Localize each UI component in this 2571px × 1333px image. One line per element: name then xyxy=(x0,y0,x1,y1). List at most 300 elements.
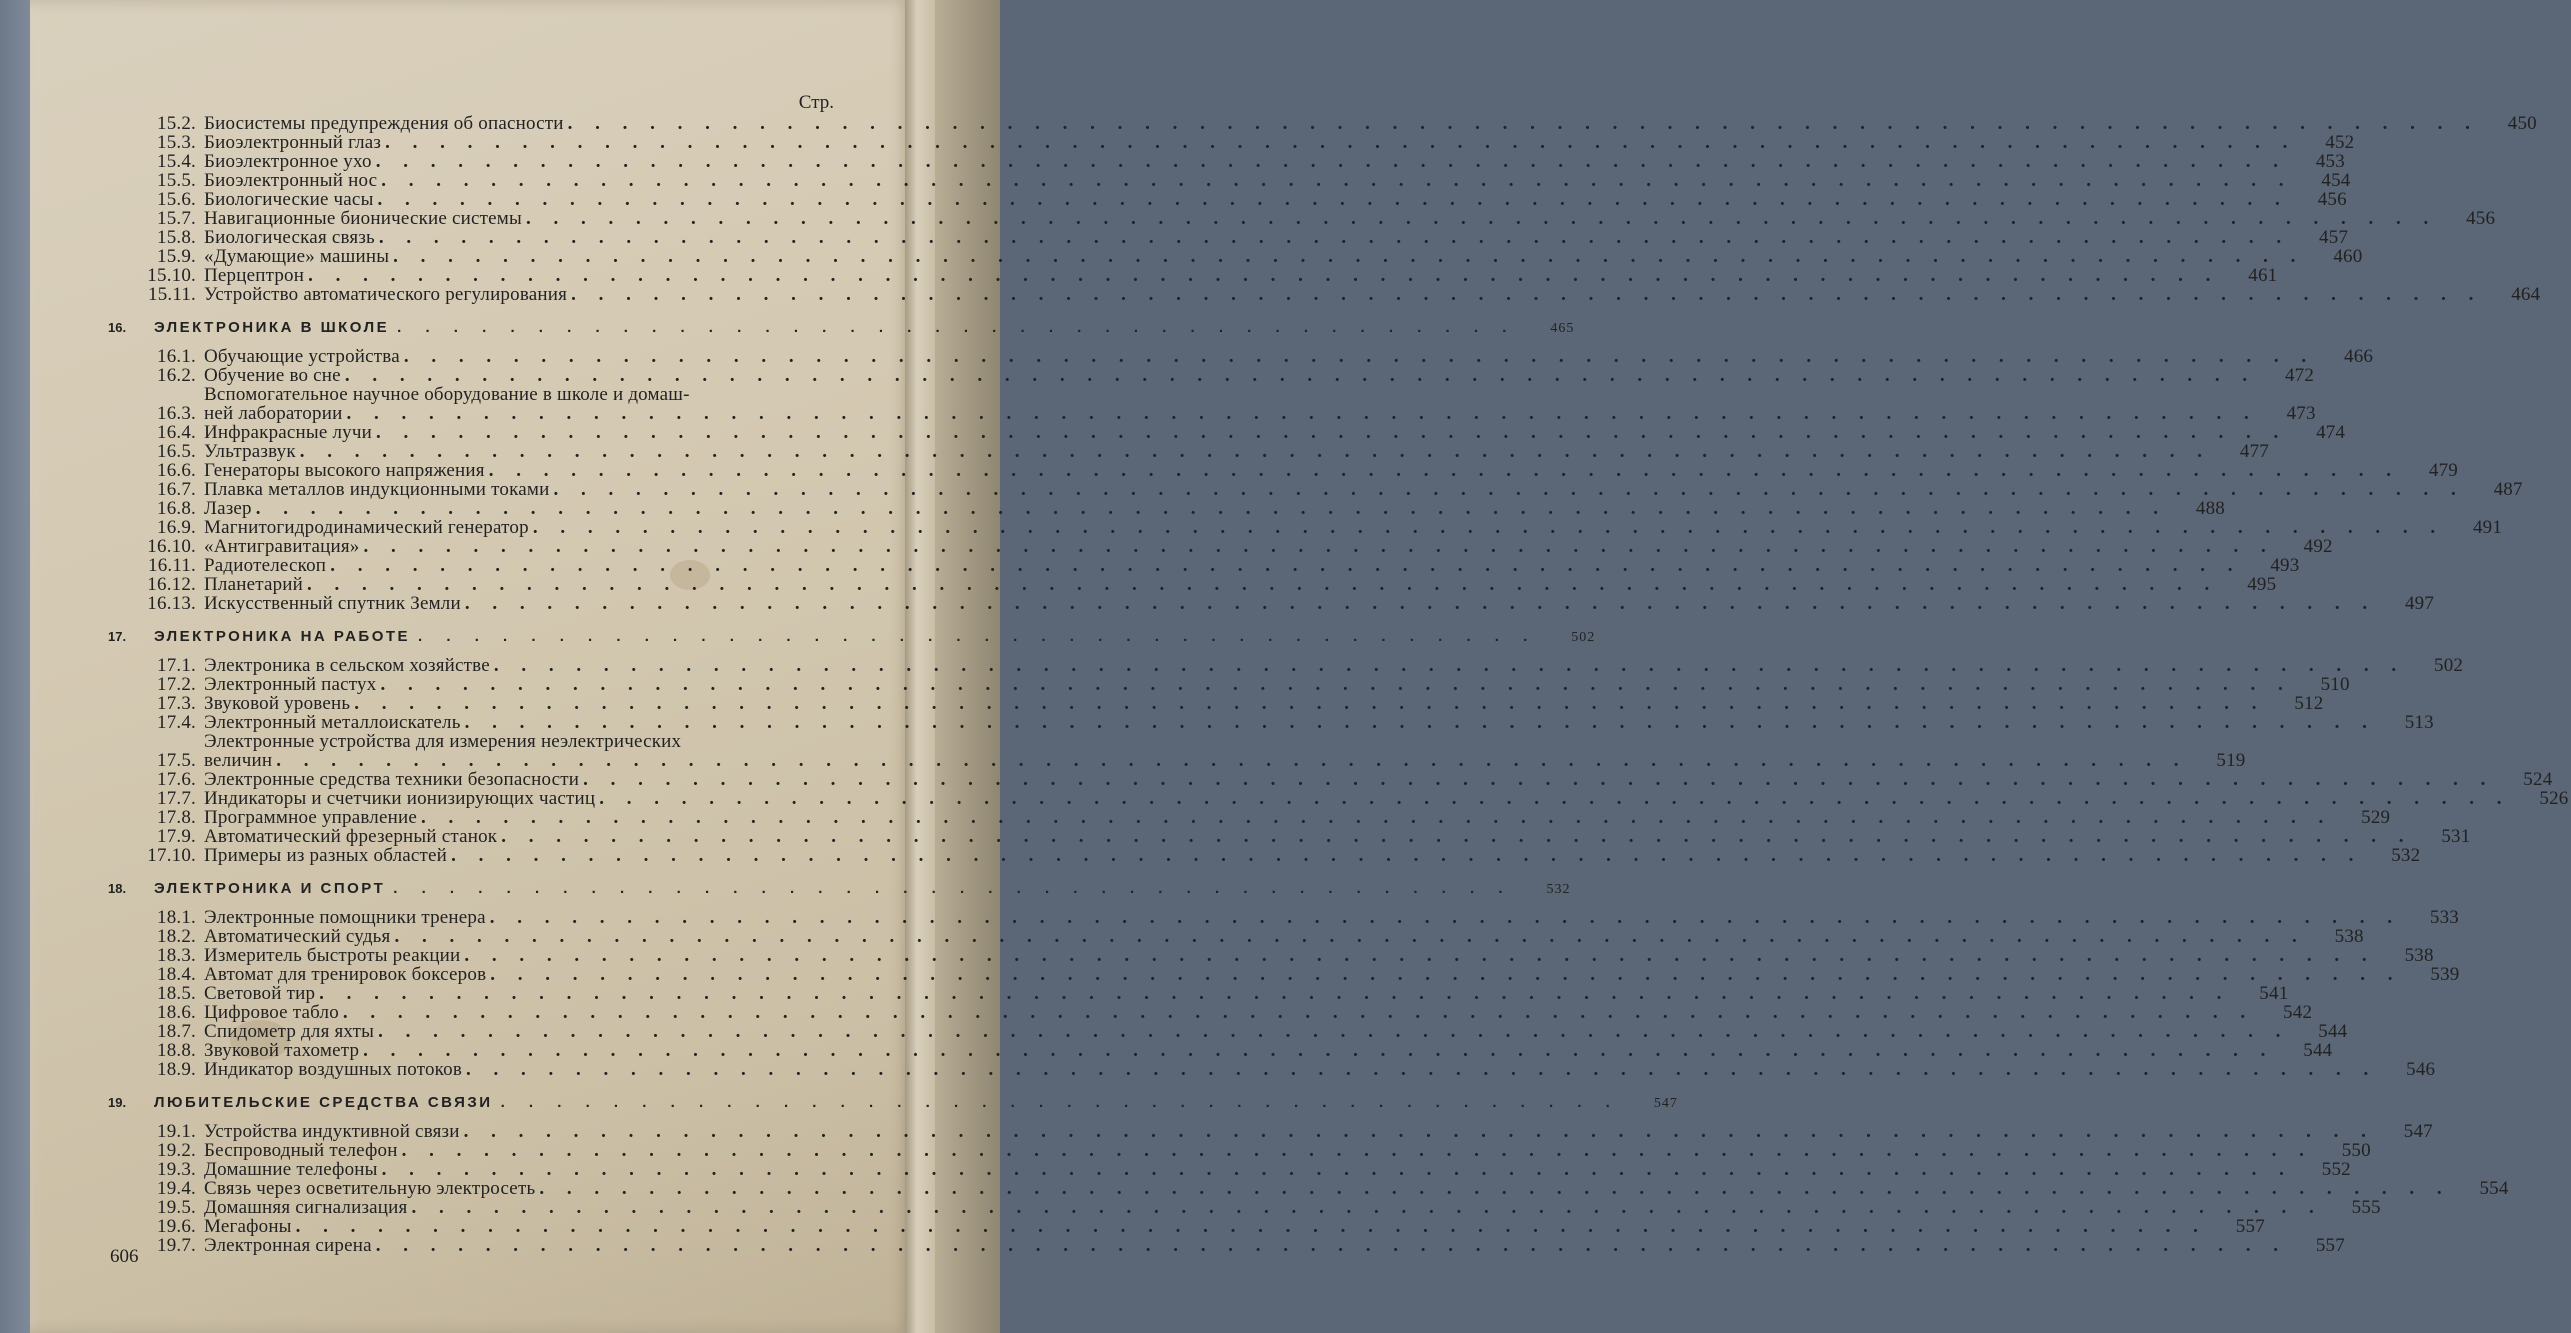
dot-leader xyxy=(568,114,2479,133)
entry-title: Связь через осветительную электросеть xyxy=(204,1178,536,1199)
toc-entry[interactable] xyxy=(108,1002,2313,1023)
chapter-heading[interactable] xyxy=(108,880,1571,899)
entry-title: Инфракрасные лучи xyxy=(204,422,372,443)
toc-entry[interactable] xyxy=(108,536,2333,557)
entry-title-wrap xyxy=(204,656,2405,675)
entry-title-wrap xyxy=(204,480,2465,499)
chapter-title: ЭЛЕКТРОНИКА НА РАБОТЕ xyxy=(154,628,411,645)
dot-leader xyxy=(583,770,2494,789)
toc-entry[interactable] xyxy=(108,655,2464,676)
entry-number: 19.4. xyxy=(157,1178,196,1199)
entry-page: 538 xyxy=(2404,945,2434,966)
toc-entry[interactable] xyxy=(108,945,2434,966)
entry-number: 18.8. xyxy=(157,1040,196,1061)
entry-title-wrap xyxy=(204,732,2187,770)
entry-page: 510 xyxy=(2320,674,2350,695)
entry-title-wrap xyxy=(204,1003,2254,1022)
entry-title-wrap xyxy=(204,442,2211,461)
toc-entry[interactable] xyxy=(108,384,2316,424)
dot-leader xyxy=(381,171,2292,190)
entry-page: 538 xyxy=(2334,926,2364,947)
chapter-number: 19. xyxy=(108,1095,127,1110)
entry-number: 15.4. xyxy=(157,151,196,172)
entry-number: 16.3. xyxy=(157,403,196,424)
entry-page: 461 xyxy=(2248,265,2278,286)
toc-entry[interactable] xyxy=(108,1235,2345,1256)
entry-title: Биологические часы xyxy=(204,189,374,210)
toc-entry[interactable] xyxy=(108,788,2569,809)
dot-leader xyxy=(421,808,2332,827)
entry-page: 531 xyxy=(2441,826,2471,847)
chapter-page: 502 xyxy=(1571,630,1596,645)
toc-entry[interactable] xyxy=(108,189,2347,210)
entry-title-wrap xyxy=(204,114,2479,133)
entry-page: 554 xyxy=(2479,1178,2509,1199)
entry-page: 464 xyxy=(2511,284,2541,305)
entry-number: 18.7. xyxy=(157,1021,196,1042)
entry-number: 18.6. xyxy=(157,1002,196,1023)
toc-entry[interactable] xyxy=(108,227,2349,248)
entry-title-wrap xyxy=(204,556,2241,575)
entry-title-wrap xyxy=(204,247,2304,266)
chapter-page: 532 xyxy=(1546,882,1571,897)
table-of-contents xyxy=(108,92,2569,1256)
entry-title-line2: величин xyxy=(204,750,273,771)
entry-title: Биоэлектронное ухо xyxy=(204,151,372,172)
entry-page: 497 xyxy=(2404,593,2435,614)
entry-title: «Думающие» машины xyxy=(204,246,390,267)
toc-entry[interactable] xyxy=(108,1178,2509,1199)
dot-leader xyxy=(345,366,2256,385)
dot-leader xyxy=(397,319,1516,336)
entry-title-wrap xyxy=(204,133,2296,152)
entry-page: 526 xyxy=(2539,788,2569,809)
toc-entry[interactable] xyxy=(108,441,2270,462)
entry-number: 16.2. xyxy=(157,365,196,386)
toc-entry[interactable] xyxy=(108,422,2346,443)
entry-title-wrap xyxy=(204,423,2287,442)
entry-title-wrap xyxy=(204,965,2402,984)
dot-leader xyxy=(501,1094,1620,1111)
entry-number: 15.11. xyxy=(148,284,196,305)
toc-entry[interactable] xyxy=(108,1040,2333,1061)
entry-title: Домашняя сигнализация xyxy=(204,1197,408,1218)
entry-title-wrap xyxy=(204,1041,2274,1060)
entry-title: Электронный металлоискатель xyxy=(204,712,461,733)
toc-entry[interactable] xyxy=(108,574,2277,595)
chapter-number: 18. xyxy=(108,881,127,896)
entry-title: Индикатор воздушных потоков xyxy=(204,1059,463,1080)
entry-title: Вспомогательное научное оборудование в школе и домаш- xyxy=(204,384,690,405)
toc-entry[interactable] xyxy=(108,246,2363,267)
toc-entry[interactable] xyxy=(108,712,2434,733)
toc-entry[interactable] xyxy=(108,907,2460,928)
entry-number: 15.7. xyxy=(157,208,196,229)
entry-page: 493 xyxy=(2270,555,2300,576)
dot-leader xyxy=(465,594,2376,613)
entry-title-wrap xyxy=(204,461,2400,480)
entry-title: Биосистемы предупреждения об опасности xyxy=(204,113,564,134)
chapter-page: 547 xyxy=(1653,1096,1678,1111)
entry-page: 460 xyxy=(2333,246,2363,267)
entry-title: Навигационные бионические системы xyxy=(204,208,522,229)
entry-title-wrap xyxy=(204,152,2287,171)
toc-entry[interactable] xyxy=(108,593,2435,614)
entry-title-wrap xyxy=(204,537,2275,556)
entry-title-wrap xyxy=(204,366,2256,385)
entry-title: Биологическая связь xyxy=(204,227,375,248)
dot-leader xyxy=(256,499,2167,518)
chapter-heading[interactable] xyxy=(108,319,1575,338)
toc-entry[interactable] xyxy=(108,460,2458,481)
dot-leader xyxy=(494,656,2405,675)
toc-entry[interactable] xyxy=(108,1059,2436,1080)
dot-leader xyxy=(346,404,2257,423)
entry-number: 15.3. xyxy=(157,132,196,153)
entry-number: 15.10. xyxy=(147,265,196,286)
entry-number: 17.1. xyxy=(157,655,196,676)
entry-page: 542 xyxy=(2283,1002,2313,1023)
toc-entry[interactable] xyxy=(108,1197,2381,1218)
entry-title-wrap xyxy=(204,518,2444,537)
entry-page: 479 xyxy=(2428,460,2458,481)
entry-number: 16.1. xyxy=(157,346,196,367)
entry-page: 529 xyxy=(2361,807,2391,828)
entry-number: 17.10. xyxy=(147,845,196,866)
entry-number: 17.8. xyxy=(157,807,196,828)
toc-entry[interactable] xyxy=(108,170,2351,191)
dot-leader xyxy=(599,789,2510,808)
entry-title: Спидометр для яхты xyxy=(204,1021,375,1042)
entry-number: 15.2. xyxy=(157,113,196,134)
chapter-title: ЭЛЕКТРОНИКА В ШКОЛЕ xyxy=(154,319,390,336)
toc-entry[interactable] xyxy=(108,346,2374,367)
entry-title-wrap xyxy=(204,209,2437,228)
entry-number: 17.3. xyxy=(157,693,196,714)
entry-page: 502 xyxy=(2434,655,2464,676)
entry-title: Электронные устройства для измерения неэлектрических xyxy=(204,731,682,752)
entry-page: 512 xyxy=(2294,693,2324,714)
entry-title: Плавка металлов индукционными токами xyxy=(204,479,550,500)
entry-page: 472 xyxy=(2284,365,2315,386)
entry-title: Искусственный спутник Земли xyxy=(204,593,461,614)
entry-title-wrap xyxy=(204,1060,2377,1079)
toc-entry[interactable] xyxy=(108,113,2537,134)
entry-title: Биоэлектронный глаз xyxy=(204,132,382,153)
entry-title-wrap xyxy=(204,770,2494,789)
entry-title-wrap xyxy=(204,713,2376,732)
entry-page: 557 xyxy=(2315,1235,2345,1256)
entry-title: Электронные средства техники безопасности xyxy=(204,769,580,790)
entry-number: 17.7. xyxy=(157,788,196,809)
toc-entry[interactable] xyxy=(108,1021,2348,1042)
dot-leader xyxy=(393,247,2304,266)
entry-title-wrap xyxy=(204,1179,2451,1198)
toc-entry[interactable] xyxy=(108,284,2541,305)
dot-leader xyxy=(296,1217,2207,1236)
dot-leader xyxy=(300,442,2211,461)
entry-title: Измеритель быстроты реакции xyxy=(204,945,461,966)
dot-leader xyxy=(363,537,2274,556)
entry-number: 17.4. xyxy=(157,712,196,733)
entry-number: 16.11. xyxy=(148,555,196,576)
entry-page: 544 xyxy=(2303,1040,2333,1061)
dot-leader xyxy=(464,1122,2375,1141)
entry-title: «Антигравитация» xyxy=(204,536,360,557)
entry-title-line2: ней лаборатории xyxy=(204,403,343,424)
entry-title: Радиотелескоп xyxy=(204,555,327,576)
dot-leader xyxy=(319,984,2230,1003)
entry-title: Ультразвук xyxy=(204,441,296,462)
entry-number: 16.9. xyxy=(157,517,196,538)
entry-page: 473 xyxy=(2286,403,2316,424)
entry-title: Перцептрон xyxy=(204,265,305,286)
entry-number: 16.7. xyxy=(157,479,196,500)
entry-number: 18.4. xyxy=(157,964,196,985)
entry-page: 492 xyxy=(2303,536,2333,557)
dot-leader xyxy=(418,628,1537,645)
entry-page: 552 xyxy=(2321,1159,2351,1180)
toc-entry[interactable] xyxy=(108,1216,2265,1237)
dot-leader xyxy=(489,461,2400,480)
entry-number: 16.13. xyxy=(147,593,196,614)
dot-leader xyxy=(539,1179,2450,1198)
entry-page: 453 xyxy=(2315,151,2345,172)
dot-leader xyxy=(378,190,2289,209)
entry-number: 16.8. xyxy=(157,498,196,519)
entry-number: 18.3. xyxy=(157,945,196,966)
toc-entry[interactable] xyxy=(108,151,2345,172)
entry-title-wrap xyxy=(204,675,2292,694)
entry-number: 19.2. xyxy=(157,1140,196,1161)
dot-leader xyxy=(376,152,2287,171)
dot-leader xyxy=(526,209,2437,228)
entry-title-continued xyxy=(204,751,2187,770)
dot-leader xyxy=(308,266,2219,285)
dot-leader xyxy=(490,965,2401,984)
entry-title-wrap xyxy=(204,594,2376,613)
entry-page: 547 xyxy=(2403,1121,2433,1142)
toc-entry[interactable] xyxy=(108,1121,2433,1142)
entry-title-wrap xyxy=(204,228,2290,247)
entry-title: Цифровое табло xyxy=(204,1002,339,1023)
dot-leader xyxy=(395,927,2306,946)
entry-number: 19.5. xyxy=(157,1197,196,1218)
toc-entry[interactable] xyxy=(108,845,2421,866)
entry-title-wrap xyxy=(204,285,2482,304)
entry-page: 539 xyxy=(2430,964,2460,985)
entry-number: 18.2. xyxy=(157,926,196,947)
entry-number: 16.4. xyxy=(157,422,196,443)
entry-number: 18.9. xyxy=(157,1059,196,1080)
entry-title-wrap xyxy=(204,266,2219,285)
entry-page: 456 xyxy=(2317,189,2347,210)
toc-entry[interactable] xyxy=(108,1159,2351,1180)
entry-page: 513 xyxy=(2404,712,2434,733)
dot-leader xyxy=(343,1003,2254,1022)
dot-leader xyxy=(363,1041,2274,1060)
toc-entry[interactable] xyxy=(108,926,2364,947)
entry-title-wrap xyxy=(204,1122,2375,1141)
chapter-number: 16. xyxy=(108,320,127,335)
entry-number: 19.7. xyxy=(157,1235,196,1256)
dot-leader xyxy=(276,751,2187,770)
dot-leader xyxy=(571,285,2482,304)
entry-page: 546 xyxy=(2406,1059,2436,1080)
entry-title: Обучающие устройства xyxy=(204,346,400,367)
entry-page: 474 xyxy=(2316,422,2346,443)
entry-number: 17.5. xyxy=(157,750,196,771)
entry-title: Лазер xyxy=(204,498,252,519)
chapter-number: 17. xyxy=(108,629,127,644)
entry-title-continued xyxy=(204,404,2258,423)
dot-leader xyxy=(451,846,2362,865)
entry-title-wrap xyxy=(204,694,2265,713)
entry-title-wrap xyxy=(204,984,2230,1003)
dot-leader xyxy=(501,827,2412,846)
entry-page: 491 xyxy=(2472,517,2503,538)
entry-title: Беспроводный телефон xyxy=(204,1140,398,1161)
toc-entry[interactable] xyxy=(108,731,2246,771)
entry-title-wrap xyxy=(204,1236,2287,1255)
entry-title: Звуковой тахометр xyxy=(204,1040,360,1061)
entry-number: 18.5. xyxy=(157,983,196,1004)
entry-title: Примеры из разных областей xyxy=(204,845,448,866)
entry-number: 19.1. xyxy=(157,1121,196,1142)
dot-leader xyxy=(380,675,2291,694)
toc-entry[interactable] xyxy=(108,498,2226,519)
dot-leader xyxy=(464,946,2375,965)
entry-number: 19.3. xyxy=(157,1159,196,1180)
dot-leader xyxy=(382,1160,2293,1179)
entry-title: Автоматический судья xyxy=(204,926,391,947)
toc-entry[interactable] xyxy=(108,769,2553,790)
toc-entry[interactable] xyxy=(108,555,2300,576)
entry-page: 456 xyxy=(2466,208,2496,229)
entry-number: 16.12. xyxy=(147,574,196,595)
entry-title-wrap xyxy=(204,499,2167,518)
entry-title: Электронные помощники тренера xyxy=(204,907,486,928)
entry-title-wrap xyxy=(204,827,2412,846)
toc-entry[interactable] xyxy=(108,132,2355,153)
entry-title: Планетарий xyxy=(204,574,304,595)
toc-body xyxy=(108,113,2569,1256)
entry-number: 16.10. xyxy=(147,536,196,557)
dot-leader xyxy=(404,347,2315,366)
chapter-heading[interactable] xyxy=(108,1094,1678,1113)
dot-leader xyxy=(379,228,2290,247)
chapter-page: 465 xyxy=(1550,321,1575,336)
chapter-title: ЛЮБИТЕЛЬСКИЕ СРЕДСТВА СВЯЗИ xyxy=(154,1094,493,1111)
dot-leader xyxy=(490,908,2401,927)
entry-title: Мегафоны xyxy=(204,1216,292,1237)
toc-entry[interactable] xyxy=(108,983,2289,1004)
dot-leader xyxy=(385,133,2296,152)
dot-leader xyxy=(393,880,1512,897)
dot-leader xyxy=(378,1022,2289,1041)
entry-page: 532 xyxy=(2391,845,2421,866)
dot-leader xyxy=(330,556,2241,575)
dot-leader xyxy=(553,480,2464,499)
toc-entry[interactable] xyxy=(108,208,2496,229)
entry-number: 15.5. xyxy=(157,170,196,191)
entry-title-wrap xyxy=(204,1141,2313,1160)
dot-leader xyxy=(465,713,2376,732)
entry-title: Электронная сирена xyxy=(204,1235,372,1256)
entry-title-wrap xyxy=(204,1022,2289,1041)
toc-entry[interactable] xyxy=(108,1140,2371,1161)
page-column-header: Стр. xyxy=(798,92,834,113)
entry-page: 495 xyxy=(2247,574,2277,595)
entry-title: Обучение во сне xyxy=(204,365,341,386)
entry-page: 457 xyxy=(2319,227,2349,248)
chapter-title: ЭЛЕКТРОНИКА И СПОРТ xyxy=(154,880,386,897)
entry-page: 555 xyxy=(2351,1197,2381,1218)
entry-title: Автомат для тренировок боксеров xyxy=(204,964,487,985)
toc-entry[interactable] xyxy=(108,674,2350,695)
toc-entry[interactable] xyxy=(108,826,2471,847)
entry-page: 466 xyxy=(2344,346,2374,367)
entry-number: 15.6. xyxy=(157,189,196,210)
entry-number: 17.2. xyxy=(157,674,196,695)
entry-title-wrap xyxy=(204,1217,2207,1236)
dot-leader xyxy=(307,575,2218,594)
entry-page: 533 xyxy=(2429,907,2460,928)
entry-page: 477 xyxy=(2239,441,2270,462)
entry-title-wrap xyxy=(204,789,2511,808)
dot-leader xyxy=(376,423,2287,442)
entry-page: 557 xyxy=(2235,1216,2265,1237)
entry-title-wrap xyxy=(204,1198,2323,1217)
entry-number: 19.6. xyxy=(157,1216,196,1237)
dot-leader xyxy=(466,1060,2377,1079)
entry-number: 15.9. xyxy=(157,246,196,267)
entry-title: Световой тир xyxy=(204,983,316,1004)
entry-number: 17.6. xyxy=(157,769,196,790)
toc-entry[interactable] xyxy=(108,479,2523,500)
entry-number: 16.5. xyxy=(157,441,196,462)
entry-page: 454 xyxy=(2321,170,2351,191)
toc-entry[interactable] xyxy=(108,265,2278,286)
toc-entry[interactable] xyxy=(108,693,2324,714)
entry-title-wrap xyxy=(204,575,2218,594)
page-number: 606 xyxy=(110,1246,139,1267)
entry-title: Автоматический фрезерный станок xyxy=(204,826,498,847)
entry-page: 519 xyxy=(2216,750,2246,771)
entry-page: 550 xyxy=(2341,1140,2371,1161)
entry-title: Звуковой уровень xyxy=(204,693,351,714)
entry-page: 487 xyxy=(2493,479,2523,500)
entry-number: 18.1. xyxy=(157,907,196,928)
entry-title: Генераторы высокого напряжения xyxy=(204,460,485,481)
entry-title: Устройство автоматического регулирования xyxy=(204,284,568,305)
entry-title-wrap xyxy=(204,190,2289,209)
entry-title: Электронный пастух xyxy=(204,674,377,695)
dot-leader xyxy=(402,1141,2313,1160)
entry-title-wrap xyxy=(204,846,2362,865)
entry-title: Домашние телефоны xyxy=(204,1159,378,1180)
toc-entry[interactable] xyxy=(108,964,2460,985)
toc-entry[interactable] xyxy=(108,517,2503,538)
chapter-heading[interactable] xyxy=(108,628,1596,647)
toc-entry[interactable] xyxy=(108,807,2391,828)
entry-page: 544 xyxy=(2318,1021,2348,1042)
entry-title: Индикаторы и счетчики ионизирующих частиц xyxy=(204,788,596,809)
toc-entry[interactable] xyxy=(108,365,2315,386)
entry-page: 488 xyxy=(2195,498,2226,519)
dot-leader xyxy=(533,518,2444,537)
entry-title: Программное управление xyxy=(204,807,417,828)
